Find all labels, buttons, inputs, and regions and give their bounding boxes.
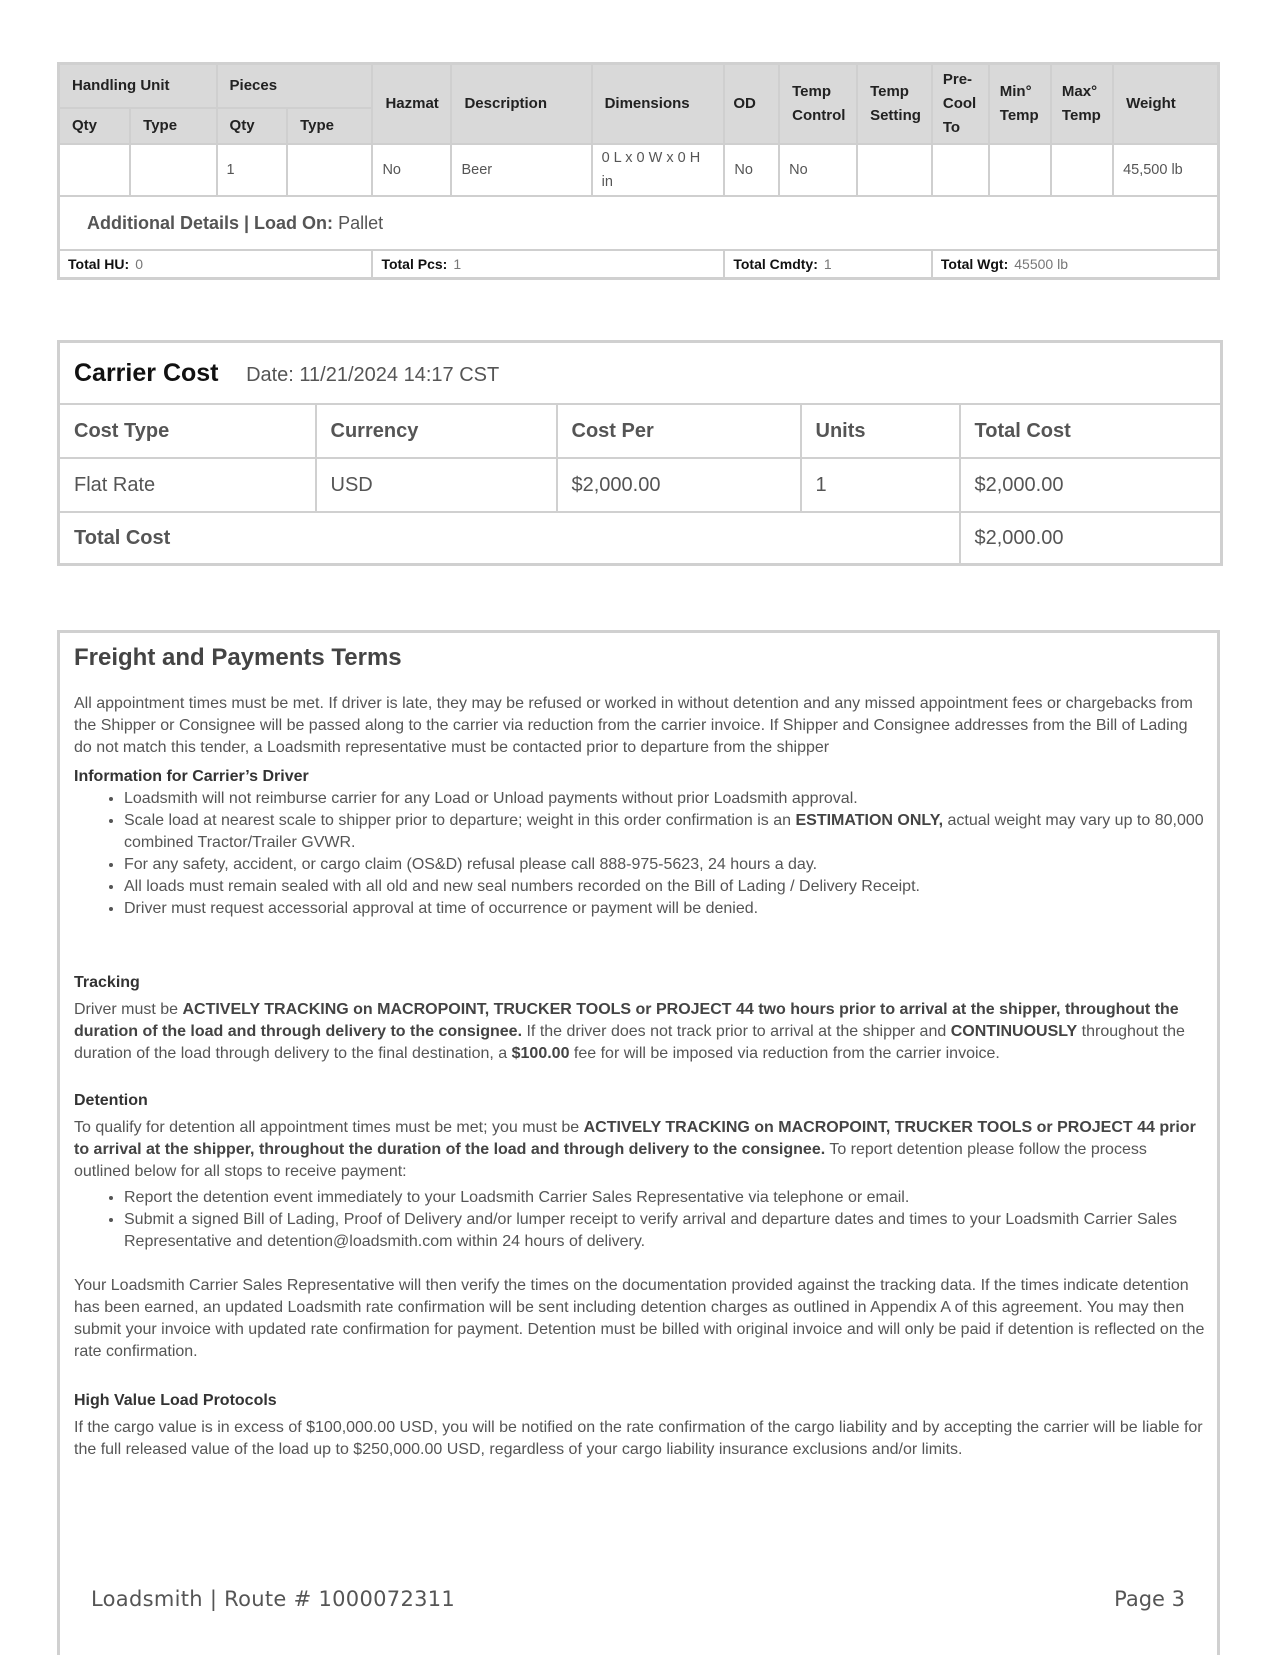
detention-followup: Your Loadsmith Carrier Sales Representative will then verify the times on the documentation provided against the tracking data. If the times indicate detention has been earned, an updated Loadsmith rate confirmation will be sent including detention charges as outlined in Appendix A of this agreement. You may then submit your invoice with updated rate confirmation for payment. Detention must be billed with original invoice and will only be paid if detention is reflected on the rate confirmation. [74, 1277, 1205, 1360]
cost-per-value: $2,000.00 [557, 458, 801, 512]
estimation-emphasis: ESTIMATION ONLY, [795, 812, 944, 829]
terms-intro: All appointment times must be met. If driver is late, they may be refused or worked in without detention and any missed appointment fees or chargebacks from the Shipper or Consignee will be passed along to the carrier via reduction from the carrier invoice. If Shipper and Consignee addresses from the Bill of Lading do not match this tender, a Loadsmith representative must be contacted prior to departure from the shipper [74, 695, 1193, 756]
text-span: actual weight may vary up to 80,000 combined Tractor/Trailer GVWR. [124, 812, 1204, 851]
fee-emphasis: $100.00 [511, 1045, 570, 1062]
detention-list [74, 1187, 1205, 1253]
footer-route: Loadsmith | Route # 1000072311 [91, 1587, 456, 1611]
list-item [124, 810, 1205, 854]
header-pieces: Pieces [217, 64, 373, 109]
units-value: 1 [801, 458, 960, 512]
cell-dimensions: 0 L x 0 W x 0 H in [592, 144, 725, 196]
header-description: Description [451, 64, 591, 145]
cell-pcs-type [287, 144, 372, 196]
text-span: To qualify for detention all appointment times must be met; you must be [74, 1119, 584, 1136]
total-cmdty-label: Total Cmdty: [733, 256, 818, 272]
text-span: fee for will be imposed via reduction from the carrier invoice. [569, 1045, 1000, 1062]
list-item: • Report the detention event immediately to your Loadsmith Carrier Sales Representative via telephone or email. [124, 1187, 1205, 1209]
total-wgt-label: Total Wgt: [940, 256, 1009, 272]
total-wgt-value: 45500 lb [1014, 256, 1068, 272]
text-span: throughout the duration of the load through delivery to the final destination, a [74, 1023, 1185, 1062]
commodity-table [57, 62, 1220, 280]
carrier-cost-table [57, 340, 1223, 566]
list-item: • For any safety, accident, or cargo claim (OS&D) refusal please call 888-975-5623, 24 hours a day. [124, 854, 1205, 876]
total-pcs [372, 250, 724, 279]
header-hu-qty: Qty [59, 108, 131, 144]
header-weight: Weight [1113, 64, 1218, 145]
tracking-text [74, 999, 1205, 1065]
currency-value: USD [316, 458, 557, 512]
tracking-heading: Tracking [74, 974, 140, 991]
terms-title: Freight and Payments Terms [74, 644, 402, 671]
carrier-cost-date: Date: 11/21/2024 14:17 CST [246, 363, 500, 386]
detention-heading: Detention [74, 1092, 148, 1109]
additional-details-value: Pallet [338, 213, 384, 233]
tracking-emphasis: ACTIVELY TRACKING on MACROPOINT, TRUCKER TOOLS or PROJECT 44 two hours prior to arrival at the shipper, throughout the duration of the load and through delivery to the consignee. [74, 1001, 1179, 1040]
text-span: Scale load at nearest scale to shipper prior to departure; weight in this order confirmation is an [124, 812, 796, 829]
grand-total-value: $2,000.00 [960, 512, 1222, 565]
text-span: To report detention please follow the process outlined below for all stops to receive payment: [74, 1141, 1147, 1180]
cell-od: No [724, 144, 779, 196]
detention-emphasis: ACTIVELY TRACKING on MACROPOINT, TRUCKER TOOLS or PROJECT 44 prior to arrival at the shipper, throughout the duration of the load and through delivery to the consignee. [74, 1119, 1196, 1158]
total-cost-value: $2,000.00 [960, 458, 1222, 512]
carrier-cost-title: Carrier Cost [74, 358, 219, 387]
header-hu-type: Type [130, 108, 216, 144]
total-cmdty-value: 1 [823, 256, 832, 272]
cost-type-value: Flat Rate [59, 458, 316, 512]
cell-hazmat: No [372, 144, 451, 196]
cell-temp-control: No [779, 144, 857, 196]
continuously-emphasis: CONTINUOUSLY [950, 1023, 1078, 1040]
freight-payment-terms [57, 630, 1220, 1655]
header-pcs-type: Type [287, 108, 372, 144]
total-hu-value: 0 [135, 256, 143, 272]
col-total-cost: Total Cost [960, 404, 1222, 458]
total-pcs-label: Total Pcs: [381, 256, 448, 272]
page-number: Page 3 [1114, 1587, 1185, 1611]
grand-total-label: Total Cost [59, 512, 960, 565]
header-pcs-qty: Qty [217, 108, 288, 144]
total-wgt [932, 250, 1219, 279]
text-span: If the driver does not track prior to arrival at the shipper and [522, 1023, 951, 1040]
header-temp-control: Temp Control [779, 64, 857, 145]
detention-text [74, 1117, 1205, 1183]
cell-min-temp [989, 144, 1051, 196]
col-units: Units [801, 404, 960, 458]
header-od: OD [724, 64, 779, 145]
header-pre-cool-to: Pre-Cool To [932, 64, 989, 145]
cell-temp-setting [857, 144, 932, 196]
table-row [59, 458, 1222, 512]
table-row [59, 144, 1219, 196]
total-hu [59, 250, 373, 279]
col-cost-per: Cost Per [557, 404, 801, 458]
additional-details [59, 196, 1219, 250]
high-value-heading: High Value Load Protocols [74, 1392, 277, 1409]
list-item: • Submit a signed Bill of Lading, Proof of Delivery and/or lumper receipt to verify arrival and departure dates and times to your Loadsmith Carrier Sales Representative and detention@loadsmith.com within 24 hours of delivery. [124, 1209, 1205, 1253]
cell-pcs-qty: 1 [217, 144, 288, 196]
driver-info-list [74, 788, 1205, 920]
header-max-temp: Max° Temp [1051, 64, 1113, 145]
total-pcs-value: 1 [453, 256, 462, 272]
total-hu-label: Total HU: [68, 256, 130, 272]
cell-weight: 45,500 lb [1113, 144, 1218, 196]
total-cmdty [724, 250, 932, 279]
col-currency: Currency [316, 404, 557, 458]
high-value-text: If the cargo value is in excess of $100,000.00 USD, you will be notified on the rate confirmation of the cargo liability and by accepting the carrier will be liable for the full released value of the load up to $250,000.00 USD, regardless of your cargo liability insurance exclusions and/or limits. [74, 1419, 1203, 1458]
list-item: • All loads must remain sealed with all old and new seal numbers recorded on the Bill of Lading / Delivery Receipt. [124, 876, 1205, 898]
additional-details-label: Additional Details | Load On: [87, 213, 334, 233]
list-item: • Loadsmith will not reimburse carrier for any Load or Unload payments without prior Loadsmith approval. [124, 788, 1205, 810]
cell-description: Beer [451, 144, 591, 196]
list-item: • Driver must request accessorial approval at time of occurrence or payment will be denied. [124, 898, 1205, 920]
header-handling-unit: Handling Unit [59, 64, 217, 109]
col-cost-type: Cost Type [59, 404, 316, 458]
cell-pre-cool-to [932, 144, 989, 196]
driver-info-heading: Information for Carrier’s Driver [74, 768, 309, 785]
cell-max-temp [1051, 144, 1113, 196]
header-temp-setting: Temp Setting [857, 64, 932, 145]
carrier-cost-title-bar [59, 342, 1222, 405]
cell-hu-qty [59, 144, 131, 196]
header-dimensions: Dimensions [592, 64, 725, 145]
header-hazmat: Hazmat [372, 64, 451, 145]
cell-hu-type [130, 144, 216, 196]
text-span: Driver must be [74, 1001, 183, 1018]
header-min-temp: Min° Temp [989, 64, 1051, 145]
